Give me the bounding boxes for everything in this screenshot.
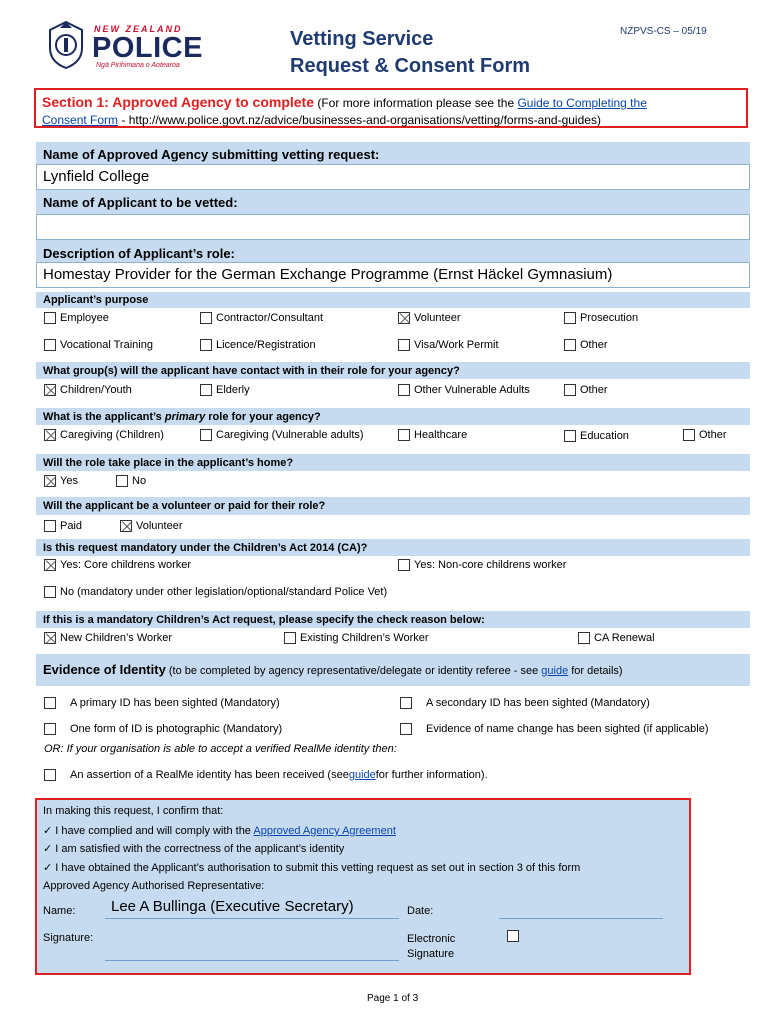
evidence-note: (to be completed by agency representative/delegate or identity referee - see (165, 665, 542, 677)
option-label: Contractor/Consultant (216, 312, 323, 324)
primary-role-label: What is the applicant’s primary role for your agency? (43, 411, 321, 423)
checkbox[interactable] (398, 312, 410, 324)
option-label: Volunteer (414, 312, 461, 324)
checkbox[interactable] (564, 312, 576, 324)
evidence-note-suffix: for details) (568, 665, 623, 677)
checkbox[interactable] (44, 312, 56, 324)
option-label: Caregiving (Children) (60, 429, 164, 441)
purpose-option-vocational[interactable] (44, 339, 153, 351)
option-label: Elderly (216, 384, 250, 396)
paid-option-volunteer[interactable] (120, 520, 182, 532)
realme-guide-link[interactable]: guide (348, 769, 376, 781)
checkbox[interactable] (200, 339, 212, 351)
signature-field[interactable] (105, 924, 399, 961)
evidence-photo-id[interactable] (44, 723, 282, 735)
evidence-realme[interactable] (44, 769, 488, 781)
evidence-heading (43, 662, 623, 677)
option-label: A primary ID has been sighted (Mandatory) (70, 697, 280, 709)
checkbox[interactable] (564, 384, 576, 396)
checkbox[interactable] (44, 339, 56, 351)
option-label: Volunteer (136, 520, 183, 532)
option-label: Caregiving (Vulnerable adults) (216, 429, 364, 441)
primary-option-caregiving-children[interactable] (44, 429, 164, 441)
option-label: Visa/Work Permit (414, 339, 499, 351)
agency-field[interactable] (36, 164, 750, 190)
rep-label: Approved Agency Authorised Representative: (43, 880, 265, 892)
groups-option-elderly[interactable] (200, 384, 250, 396)
applicant-field[interactable] (36, 214, 750, 240)
home-label: Will the role take place in the applicant’s home? (43, 457, 294, 469)
option-label: Employee (60, 312, 109, 324)
section1-info-suffix: - http://www.police.govt.nz/advice/businesses-and-organisations/vetting/forms-and-guides) (118, 113, 601, 127)
purpose-option-contractor[interactable] (200, 312, 323, 324)
checkbox[interactable] (564, 430, 576, 442)
evidence-guide-link[interactable]: guide (541, 665, 569, 677)
form-title-line1: Vetting Service (290, 28, 434, 50)
mandatory-option-no[interactable] (44, 586, 387, 598)
checkbox[interactable] (398, 384, 410, 396)
option-label: A secondary ID has been sighted (Mandatory) (426, 697, 650, 709)
checkbox[interactable] (44, 586, 56, 598)
page-number: Page 1 of 3 (367, 993, 419, 1004)
checkbox[interactable] (44, 559, 56, 571)
checkbox[interactable] (120, 520, 132, 532)
applicant-label: Name of Applicant to be vetted: (43, 195, 238, 210)
reason-option-renewal[interactable] (578, 632, 655, 644)
realme-suffix: for further information). (375, 769, 488, 781)
police-crest-icon (44, 18, 88, 70)
purpose-option-employee[interactable] (44, 312, 109, 324)
confirm-line3: ✓ I have obtained the Applicant’s authorisation to submit this vetting request as set out in section 3 of this form (43, 862, 581, 874)
agency-agreement-link[interactable]: Approved Agency Agreement (253, 825, 396, 837)
option-label: No (mandatory under other legislation/optional/standard Police Vet) (60, 586, 388, 598)
electronic-signature-checkbox[interactable] (507, 930, 519, 942)
option-label: Prosecution (580, 312, 639, 324)
section1-box (34, 88, 748, 128)
evidence-title: Evidence of Identity (43, 662, 166, 677)
checkbox[interactable] (44, 384, 56, 396)
option-label: Education (580, 430, 629, 442)
option-label: Evidence of name change has been sighted (if applicable) (426, 723, 709, 735)
evidence-name-change[interactable] (400, 723, 709, 735)
mandatory-label: Is this request mandatory under the Children’s Act 2014 (CA)? (43, 542, 368, 554)
checkbox[interactable] (44, 723, 56, 735)
option-label: Other (580, 384, 608, 396)
purpose-label: Applicant’s purpose (43, 294, 149, 306)
check-icon: ✓ (43, 862, 56, 874)
option-label: No (132, 475, 147, 487)
form-code: NZPVS-CS – 05/19 (620, 26, 707, 37)
reason-option-existing[interactable] (284, 632, 429, 644)
checkbox[interactable] (398, 429, 410, 441)
checkbox[interactable] (200, 384, 212, 396)
option-label: Licence/Registration (216, 339, 316, 351)
checkbox[interactable] (116, 475, 128, 487)
groups-option-children[interactable] (44, 384, 132, 396)
checkbox[interactable] (400, 697, 412, 709)
logo-sub-text: Ngā Pirihimana o Aotearoa (96, 62, 180, 69)
primary-option-caregiving-adults[interactable] (200, 429, 364, 441)
checkbox[interactable] (200, 312, 212, 324)
confirmation-box (35, 798, 691, 975)
checkbox[interactable] (44, 429, 56, 441)
section1-title: Section 1: Approved Agency to complete (42, 94, 315, 110)
evidence-or-text: OR: If your organisation is able to accept a verified RealMe identity then: (44, 743, 397, 755)
evidence-primary-id[interactable] (44, 697, 280, 709)
checkbox[interactable] (578, 632, 590, 644)
checkbox[interactable] (44, 475, 56, 487)
section1-info-prefix: (For more information please see the (317, 96, 518, 110)
form-title-line2: Request & Consent Form (290, 55, 531, 77)
groups-option-other[interactable] (564, 384, 608, 396)
primary-option-other[interactable] (683, 429, 727, 441)
reason-option-new[interactable] (44, 632, 172, 644)
option-label: Existing Children’s Worker (300, 632, 429, 644)
checkbox[interactable] (398, 339, 410, 351)
confirm-intro: In making this request, I confirm that: (43, 805, 224, 817)
checkbox[interactable] (683, 429, 695, 441)
evidence-secondary-id[interactable] (400, 697, 650, 709)
option-label: Healthcare (414, 429, 468, 441)
date-label: Date: (407, 905, 434, 917)
option-label: Other Vulnerable Adults (414, 384, 530, 396)
confirm-line2: ✓ I am satisfied with the correctness of the applicant’s identity (43, 843, 345, 855)
groups-option-vulnerable[interactable] (398, 384, 530, 396)
option-label: New Children’s Worker (60, 632, 173, 644)
guide-link[interactable]: Guide to Completing the (517, 96, 647, 110)
mandatory-option-noncore[interactable] (398, 559, 566, 571)
checkbox[interactable] (200, 429, 212, 441)
date-field[interactable] (499, 898, 663, 919)
role-label: Description of Applicant’s role: (43, 246, 235, 261)
agency-label: Name of Approved Agency submitting vetting request: (43, 147, 380, 162)
groups-label: What group(s) will the applicant have contact with in their role for your agency? (43, 365, 460, 377)
purpose-option-licence[interactable] (200, 339, 316, 351)
option-label: Paid (60, 520, 83, 532)
purpose-option-volunteer[interactable] (398, 312, 460, 324)
checkbox[interactable] (400, 723, 412, 735)
primary-option-education[interactable] (564, 430, 629, 442)
option-label: Other (699, 429, 727, 441)
home-option-no[interactable] (116, 475, 146, 487)
option-label: One form of ID is photographic (Mandatory) (70, 723, 283, 735)
logo-top-text: NEW ZEALAND (94, 24, 183, 34)
realme-text: An assertion of a RealMe identity has been received (see (70, 769, 349, 781)
name-value: Lee A Bullinga (Executive Secretary) (111, 898, 354, 915)
agency-value: Lynfield College (43, 168, 150, 185)
checkbox[interactable] (44, 697, 56, 709)
consent-form-link[interactable]: Consent Form (42, 113, 119, 127)
purpose-option-other[interactable] (564, 339, 608, 351)
option-label: Yes: Core childrens worker (60, 559, 192, 571)
mandatory-option-core[interactable] (44, 559, 191, 571)
option-label: Yes: Non-core childrens worker (414, 559, 567, 571)
checkbox[interactable] (44, 520, 56, 532)
check-icon: ✓ (43, 843, 56, 855)
option-label: Children/Youth (60, 384, 132, 396)
checkbox[interactable] (44, 632, 56, 644)
check-icon: ✓ (43, 825, 56, 837)
role-value: Homestay Provider for the German Exchange Programme (Ernst Häckel Gymnasium) (43, 266, 613, 283)
primary-option-healthcare[interactable] (398, 429, 467, 441)
signature-label: Signature: (43, 932, 94, 944)
purpose-option-prosecution[interactable] (564, 312, 638, 324)
checkbox[interactable] (398, 559, 410, 571)
home-option-yes[interactable] (44, 475, 78, 487)
paid-option-paid[interactable] (44, 520, 82, 532)
option-label: Yes (60, 475, 78, 487)
purpose-option-visa[interactable] (398, 339, 499, 351)
form-title (290, 26, 530, 80)
option-label: CA Renewal (594, 632, 655, 644)
checkbox[interactable] (564, 339, 576, 351)
electronic-label: Electronic Signature (407, 933, 456, 960)
checkbox[interactable] (284, 632, 296, 644)
checkbox[interactable] (44, 769, 56, 781)
police-logo (44, 18, 224, 70)
name-field[interactable] (105, 896, 399, 919)
confirm-line1: ✓ I have complied and will comply with the Approved Agency Agreement (43, 825, 396, 837)
paid-label: Will the applicant be a volunteer or paid for their role? (43, 500, 326, 512)
logo-main-text: POLICE (92, 32, 203, 64)
role-field[interactable] (36, 262, 750, 288)
option-label: Vocational Training (60, 339, 153, 351)
option-label: Other (580, 339, 608, 351)
reason-label: If this is a mandatory Children’s Act request, please specify the check reason below: (43, 614, 485, 626)
name-label: Name: (43, 905, 76, 917)
